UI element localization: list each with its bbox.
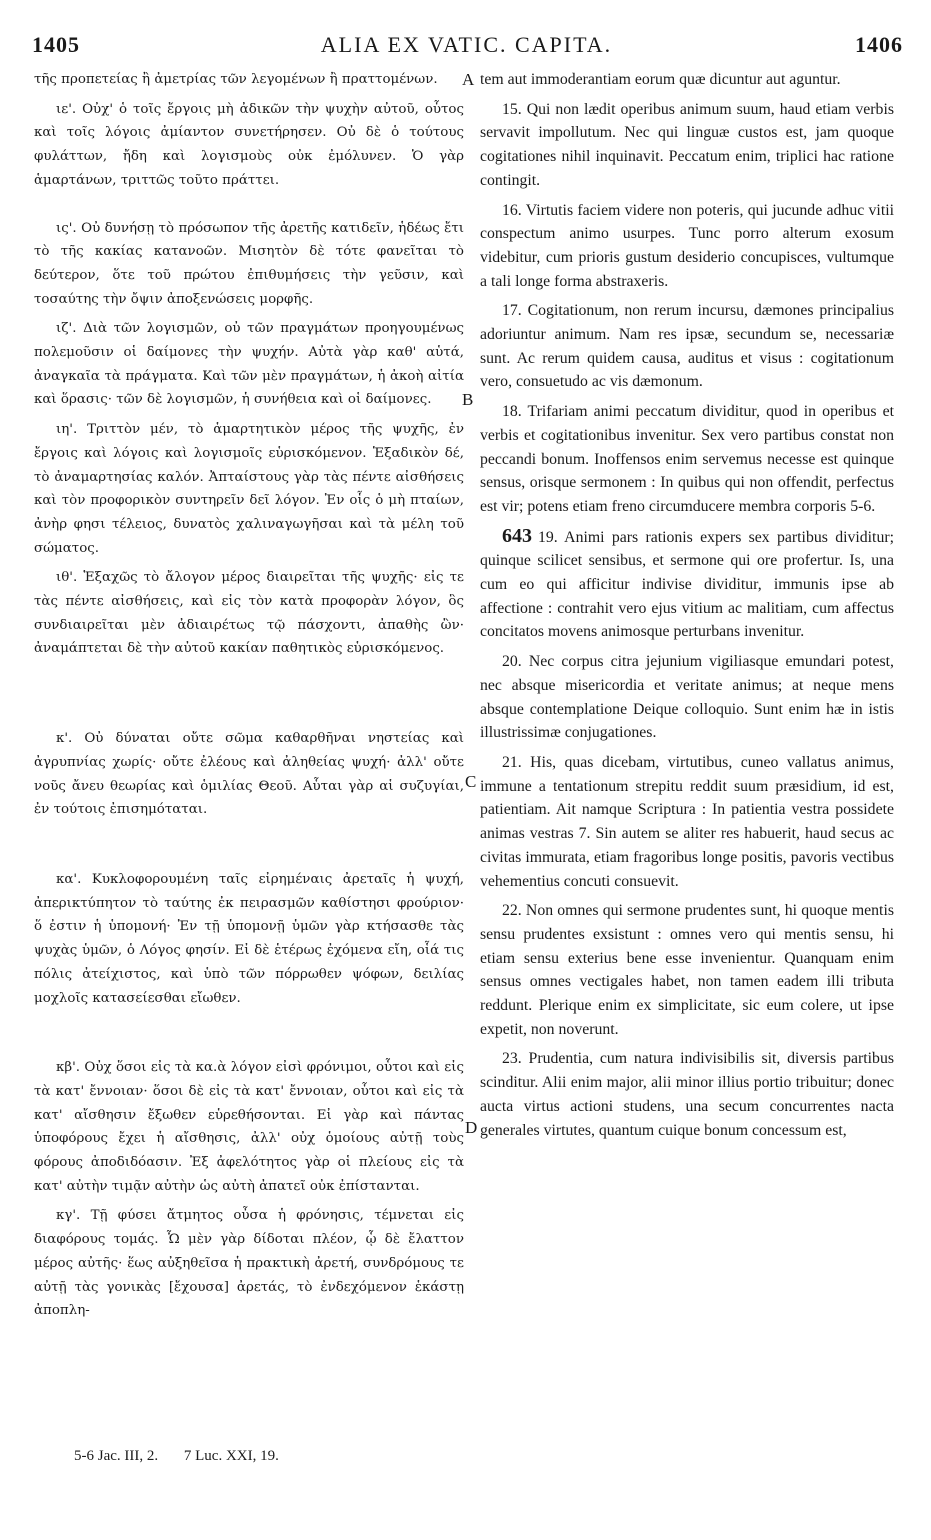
greek-paragraph: κ'. Οὐ δύναται οὔτε σῶμα καθαρθῆναι νηστείας καὶ ἀγρυπνίας χωρίς· οὔτε ἐλέους καὶ ἀληθείας ψυχή· ἀλλ' οὔτε νοῦς ἄνευ θεωρίας καὶ ὁμιλίας Θεοῦ. Αὗται γὰρ αἱ συζυγίαι, ἐν τούτοις ἐπισημόταται. [34,731,464,818]
margin-letter-a: A [462,70,475,89]
greek-paragraph: ιζ'. Διὰ τῶν λογισμῶν, οὐ τῶν πραγμάτων προηγουμένως πολεμοῦσιν οἱ δαίμονες τὴν ψυχήν. Αὐτὰ γὰρ καθ' αὑτά, ἀναγκαῖα τὰ πράγματα. Καὶ τῶν μὲν πραγμάτων, ἡ ἀκοὴ αἰτία καὶ ὅρασις· τῶν δὲ λογισμῶν, ἡ συνήθεια καὶ οἱ δαίμονες. [34,321,464,408]
latin-paragraph: 15. Qui non lædit operibus animum suum, haud etiam verbis servavit impollutum. Nec qui linguæ custos est, jam quoque cogitationes nihil inquinavit. Peccatum enim, triplici hac ratione contingit. [480,100,894,189]
margin-letter-c: C [465,772,477,791]
column-number: 643 [502,524,532,547]
latin-paragraph-text: 19. Animi pars rationis expers sex partibus dividitur; quinque scilicet sensibus, et sermone qui ore profertur. Is, una cum eo qui afficitur indivise dividitur, immunis ipse ab affectione : contrahit vero ejus vitium ac malitiam, cum affectus concitatos movens animosque perturbans invenitur. [480,528,894,641]
latin-column [480,68,894,1148]
greek-paragraph: ις'. Οὐ δυνήσῃ τὸ πρόσωπον τῆς ἀρετῆς κατιδεῖν, ἡδέως ἔτι τὸ τῆς κακίας κατανοῶν. Μισητὸν δὲ τότε φανεῖται τὸ δεύτερον, ὅτε τοῦ πρώτου ἐπιθυμήσεις τὴν γεῦσιν, καὶ τοσαύτης τὴν ὄψιν ἀποξενώσεις μορφῆς. [34,220,464,307]
greek-paragraph: κγ'. Τῇ φύσει ἄτμητος οὖσα ἡ φρόνησις, τέμνεται εἰς διαφόρους τομάς. Ὧ μὲν γὰρ δίδοται πλέον, ᾧ δὲ ἔλαττον μέρος αὐτῆς· ἕως αὐξηθεῖσα ἡ πρακτικὴ ἀρετή, συνδρόμους τε αὐτῇ τὰς γονικὰς [ἔχουσα] ἀρετάς, τὸ ἐνδεχόμενον ἑκάστῃ ἀποπλη- [34,1208,464,1319]
latin-paragraph: 16. Virtutis faciem videre non poteris, qui jucunde adhuc vitii conspectum animo usurpes. Tunc porro alterum exosum videbitur, cum prioris gustum desiderio concupisces, vultumque a tali longe forma abstraxeris. [480,201,894,290]
greek-column [34,68,464,1329]
greek-paragraph: ιε'. Οὐχ' ὁ τοῖς ἔργοις μὴ ἀδικῶν τὴν ψυχὴν αὐτοῦ, οὗτος καὶ τοῖς λόγοις ἀμίαντον συνετήρησεν. Οὐ δὲ ὁ τούτους φυλάττων, ἤδη καὶ λογισμοὺς οὐκ ἐμόλυνεν. Ὁ γὰρ ἁμαρτάνων, τριττῶς τοῦτο πράττει. [34,101,464,188]
greek-paragraph: τῆς προπετείας ἢ ἀμετρίας τῶν λεγομένων ἢ πραττομένων. [34,72,438,87]
footnotes [74,1448,301,1465]
margin-letter-b: B [462,390,474,409]
latin-paragraph: 21. His, quas dicebam, virtutibus, cuneo vallatus animus, immune a tentationum strepitu reddit suum præsidium, id est, patientiam. Ait namque Scriptura : In patientia vestra possidete animas vestras 7. Sin autem se aliter res habuerit, haud secus ac civitas immurata, etiam fragoribus longe positis, pavoris vectibus vehementius concuti consuevit. [480,753,894,890]
latin-paragraph: 17. Cogitationum, non rerum incursu, dæmones principalius adoriuntur animum. Nam res ipsæ, secundum se, necessariæ sunt. Ac rerum quidem causa, auditus et visus : cogitationum vero, consuetudo ac vis dæmonum. [480,302,894,391]
latin-paragraph-19 [480,525,894,645]
latin-paragraph: 23. Prudentia, cum natura indivisibilis sit, diversis partibus scinditur. Alii enim major, alii minor illius portio tribuitur; donec aucta virtus actioni studens, una secum concurrentes nacta generales virtutes, quantum cuique bonum concessum est, [480,1050,894,1139]
greek-paragraph: ιη'. Τριττὸν μέν, τὸ ἁμαρτητικὸν μέρος τῆς ψυχῆς, ἐν ἔργοις καὶ λόγοις καὶ λογισμοῖς εὑρισκόμενον. Ἑξαδικὸν δέ, τὸ ἀναμαρτησίας καλόν. Ἀπταίστους γὰρ τὰς πέντε αἰσθήσεις καὶ τὸν προφορικὸν συντηρεῖν δεῖ λόγον. Ἐν οἷς ὁ μὴ πταίων, ἀνὴρ φησι τέλειος, δυνατὸς χαλιναγωγῆσαι καὶ τὰ μέλη τοῦ σώματος. [34,422,464,556]
page-number-right: 1406 [855,32,903,57]
greek-paragraph: κβ'. Οὐχ ὅσοι εἰς τὰ κα.ὰ λόγον εἰσὶ φρόνιμοι, οὗτοι καὶ εἰς τὰ κατ' ἔννοιαν· ὅσοι δὲ εἰς τὰ κατ' ἔννοιαν, οὗτοι καὶ εἰς τὰ κατ' αἴσθησιν ἔξωθεν εὑρεθήσονται. Εἰ γὰρ καὶ πάντας ὑποφόρους ἔχει ἡ αἴσθησις, ἀλλ' οὐχ ὁμοίους αὐτῇ τοὺς φόρους ἀποδιδόασιν. Ἐξ ἀφελότητος γὰρ οἱ πλείους εἰς τὰ κατ' αὐτὴν τιμᾷν αὐτὴν ὡς αὐτὴ ἀπατεῖ οὐκ ἐπίστανται. [34,1060,464,1194]
latin-paragraph: tem aut immoderantiam eorum quæ dicuntur aut aguntur. [480,71,841,88]
greek-paragraph: κα'. Κυκλοφορουμένη ταῖς εἰρημέναις ἀρεταῖς ἡ ψυχή, ἀπερικτύπητον τὸ ταύτης ἐκ πειρασμῶν καθίστησι φρούριον· ὅ ἐστιν ἡ ὑπομονή· Ἐν τῇ ὑπομονῇ ὑμῶν γὰρ κτήσασθε τὰς ψυχὰς ὑμῶν, ὁ Λόγος φησίν. Εἰ δὲ ἑτέρως ἐχόμενα εἴη, οἷά τις πόλις ἀτείχιστος, καὶ ὑπὸ τῶν πόρρωθεν ψόφων, δειλίας μοχλοῖς κατασείεσθαι εἴωθεν. [34,871,464,1006]
latin-paragraph: 18. Trifariam animi peccatum dividitur, quod in operibus et verbis et cogitationibus invenitur. Sex vero partibus constat non peccandi bonum. Inoffensos enim servemus necesse est quinque sensus, orisque sermonem : In quibus qui non offendit, perfectus est vir; potens etiam freno circumducere membra corporis 5-6. [480,403,894,515]
page-header [30,30,903,62]
latin-paragraph: 22. Non omnes qui sermone prudentes sunt, hi quoque mentis sensu prudentes exsistunt : omnes vero qui mentis sensu, hi etiam sensu exterius bene esse invenientur. Quanquam enim sensus omnes vectigales habet, non tamen eadem illi tributa reddunt. Plerique enim ex simplicitate, sic eum colere, ut ipse expetit, non noverunt. [480,902,894,1038]
page-number-left: 1405 [32,32,80,57]
footnote: 7 Luc. XXI, 19. [183,1448,279,1464]
margin-letter-d: D [465,1118,478,1137]
running-title: ALIA EX VATIC. CAPITA. [320,32,613,57]
greek-paragraph: ιθ'. Ἑξαχῶς τὸ ἄλογον μέρος διαιρεῖται τῆς ψυχῆς· εἰς τε τὰς πέντε αἰσθήσεις, καὶ εἰς τὸν κατὰ προφορὰν λόγον, ὃς συνδιαιρεῖται μὲν ἀδιαιρέτως τῷ πάσχοντι, ἀπαθὴς ὢν· ἀναμάπτεται δὲ τὴν αὐτοῦ κακίαν παθητικὸς εὑρισκόμενος. [34,570,464,657]
footnote: 5-6 Jac. III, 2. [74,1448,159,1464]
latin-paragraph: 20. Nec corpus citra jejunium vigiliasque emundari potest, nec absque misericordia et veritate animus; at neque mens absque contemplatione Deique colloquio. Sunt enim hæ in istis illustrissimæ conjugationes. [480,653,894,742]
